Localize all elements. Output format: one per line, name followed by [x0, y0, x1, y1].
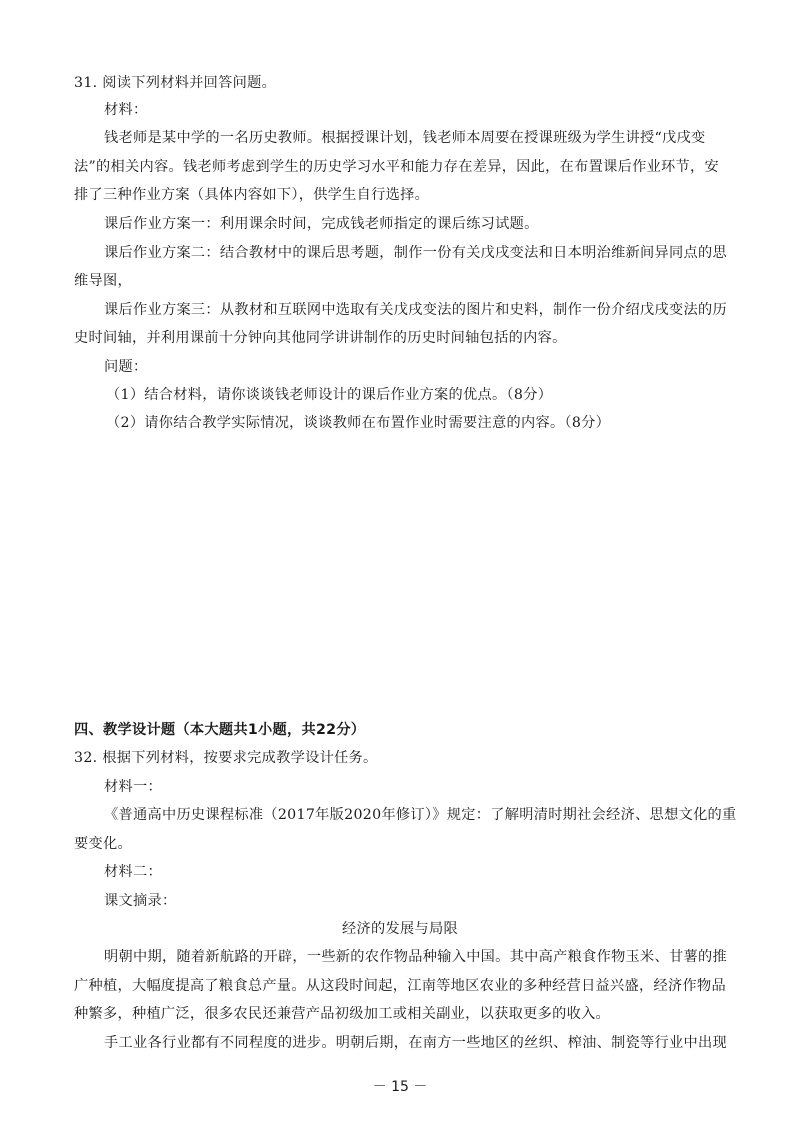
q31-subquestion-1: （1）结合材料，请你谈谈钱老师设计的课后作业方案的优点。（8分）	[106, 387, 553, 403]
section-4-heading: 四、教学设计题（本大题共1小题，共22分）	[74, 722, 366, 738]
q31-paragraph-line: 排了三种作业方案（具体内容如下），供学生自行选择。	[74, 187, 430, 203]
q31-plan-2-cont: 维导图，	[74, 273, 132, 289]
q31-plan-1: 课后作业方案一：利用课余时间，完成钱老师指定的课后练习试题。	[104, 216, 539, 232]
page-number: － 15 －	[372, 1079, 428, 1095]
q31-plan-2: 课后作业方案二：结合教材中的课后思考题，制作一份有关戊戌变法和日本明治维新间异同点的思	[104, 245, 727, 261]
q31-paragraph-line: 法”的相关内容。钱老师考虑到学生的历史学习水平和能力存在差异，因此，在布置课后作业环节，安	[74, 159, 720, 175]
q31-material-label: 材料：	[104, 102, 148, 118]
q31-plan-3-cont: 史时间轴，并利用课前十分钟向其他同学讲讲制作的历史时间轴包括的内容。	[74, 330, 567, 346]
q32-material-1-line: 要变化。	[74, 836, 132, 852]
q31-title: 31. 阅读下列材料并回答问题。	[74, 75, 277, 91]
q32-material-1-line: 《普通高中历史课程标准（2017年版2020年修订）》规定：了解明清时期社会经济、思想文化的重	[104, 807, 737, 823]
q31-plan-3: 课后作业方案三：从教材和互联网中选取有关戊戌变法的图片和史料，制作一份介绍戊戌变法的历	[104, 302, 727, 318]
q32-excerpt-line: 明朝中期，随着新航路的开辟，一些新的农作物品种输入中国。其中高产粮食作物玉米、甘薯的推	[104, 949, 727, 965]
q31-paragraph-line: 钱老师是某中学的一名历史教师。根据授课计划，钱老师本周要在授课班级为学生讲授“戊戌变	[104, 130, 706, 146]
q32-excerpt-line: 手工业各行业都有不同程度的进步。明朝后期，在南方一些地区的丝织、榨油、制瓷等行业中出现	[104, 1035, 727, 1051]
q31-question-label: 问题：	[104, 359, 148, 375]
q32-material-2-label: 材料二：	[104, 864, 162, 880]
q32-title: 32. 根据下列材料，按要求完成教学设计任务。	[74, 750, 378, 766]
q32-excerpt-label: 课文摘录：	[104, 893, 177, 909]
q32-material-1-label: 材料一：	[104, 779, 162, 795]
q31-subquestion-2: （2）请你结合教学实际情况，谈谈教师在布置作业时需要注意的内容。（8分）	[106, 415, 611, 431]
q32-excerpt-line: 广种植，大幅度提高了粮食总产量。从这段时间起，江南等地区农业的多种经营日益兴盛，经济作物品	[74, 978, 726, 994]
q32-excerpt-title: 经济的发展与局限	[342, 921, 458, 937]
q32-excerpt-line: 种繁多，种植广泛，很多农民还兼营产品初级加工或相关副业，以获取更多的收入。	[74, 1006, 611, 1022]
